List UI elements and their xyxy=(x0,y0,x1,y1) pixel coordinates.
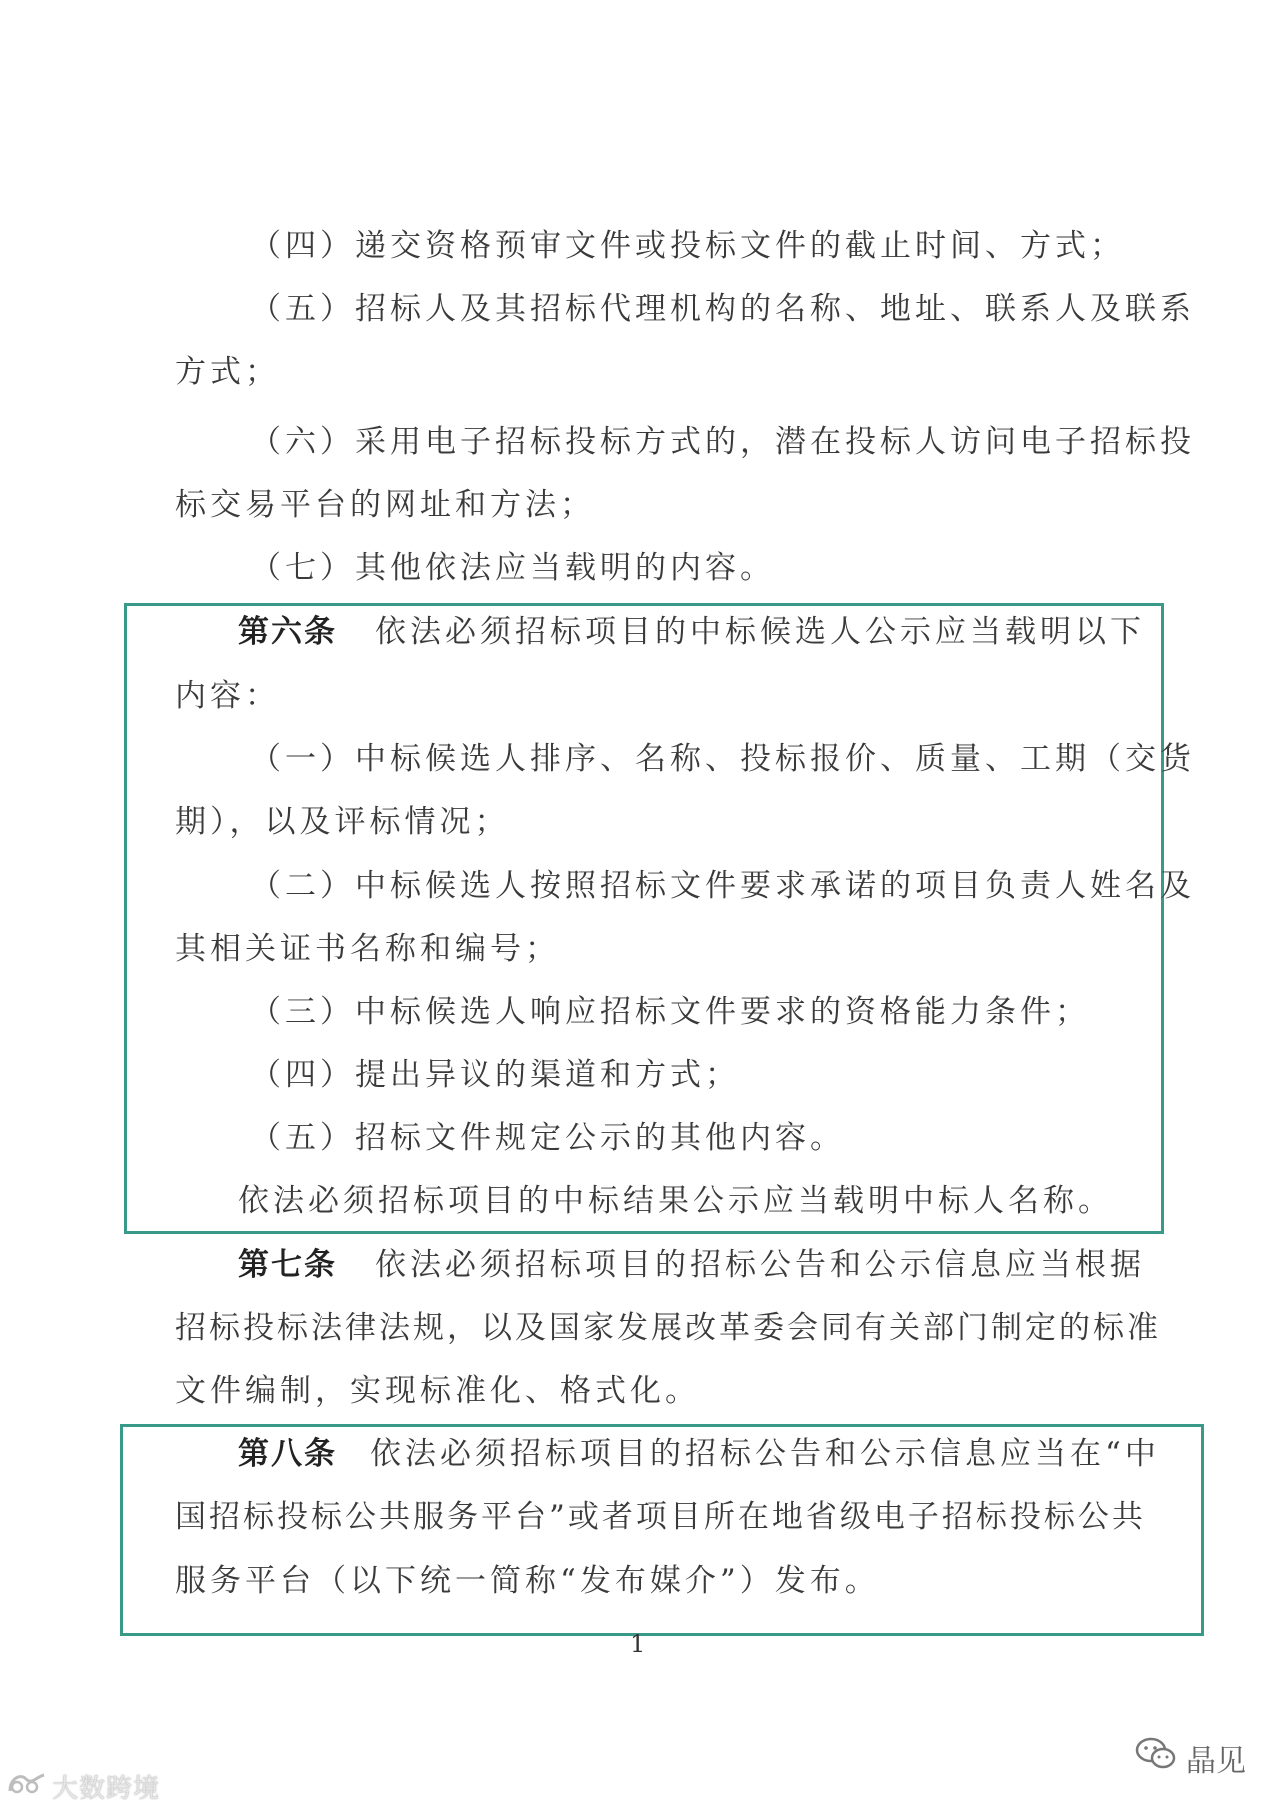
item-line: （六）采用电子招标投标方式的，潜在投标人访问电子招标投 xyxy=(250,424,1195,460)
article6-line: （五）招标文件规定公示的其他内容。 xyxy=(250,1120,845,1156)
article6-line: （二）中标候选人按照招标文件要求承诺的项目负责人姓名及 xyxy=(250,868,1195,904)
item-line: 方式； xyxy=(175,354,280,390)
article6-heading: 第六条 xyxy=(238,614,337,650)
item-line: （四）递交资格预审文件或投标文件的截止时间、方式； xyxy=(250,228,1125,264)
article6-line: （一）中标候选人排序、名称、投标报价、质量、工期（交货 xyxy=(250,741,1195,777)
article8-line: 服务平台（以下统一简称“发布媒介”）发布。 xyxy=(175,1563,880,1599)
article6-line: 其相关证书名称和编号； xyxy=(175,931,560,967)
article6-line: （四）提出异议的渠道和方式； xyxy=(250,1057,740,1093)
item-line: （七）其他依法应当载明的内容。 xyxy=(250,550,775,586)
item-line: 标交易平台的网址和方法； xyxy=(175,487,595,523)
article8-line: 依法必须招标项目的招标公告和公示信息应当在“中 xyxy=(370,1436,1160,1472)
article6-line: 依法必须招标项目的中标结果公示应当载明中标人名称。 xyxy=(238,1183,1113,1219)
item-line: （五）招标人及其招标代理机构的名称、地址、联系人及联系 xyxy=(250,291,1195,327)
article8-line: 国招标投标公共服务平台”或者项目所在地省级电子招标投标公共 xyxy=(175,1499,1146,1535)
watermark-left-text: 大数跨境 xyxy=(52,1774,161,1804)
article6-line: （三）中标候选人响应招标文件要求的资格能力条件； xyxy=(250,994,1090,1030)
page-number: 1 xyxy=(630,1630,646,1658)
watermark-right xyxy=(1134,1736,1246,1780)
article7-heading: 第七条 xyxy=(238,1247,337,1283)
article6-line: 内容： xyxy=(175,678,280,714)
article7-line: 依法必须招标项目的招标公告和公示信息应当根据 xyxy=(375,1247,1145,1283)
brand-logo-icon xyxy=(6,1769,48,1804)
watermark-right-text: 晶见 xyxy=(1186,1744,1246,1779)
article7-line: 招标投标法律法规，以及国家发展改革委会同有关部门制定的标准 xyxy=(175,1310,1161,1346)
article8-heading: 第八条 xyxy=(238,1436,337,1472)
watermark-left xyxy=(6,1768,160,1805)
article6-line: 依法必须招标项目的中标候选人公示应当载明以下 xyxy=(375,614,1145,650)
article6-line: 期），以及评标情况； xyxy=(175,804,510,840)
wechat-icon xyxy=(1134,1736,1178,1780)
article7-line: 文件编制，实现标准化、格式化。 xyxy=(175,1373,700,1409)
